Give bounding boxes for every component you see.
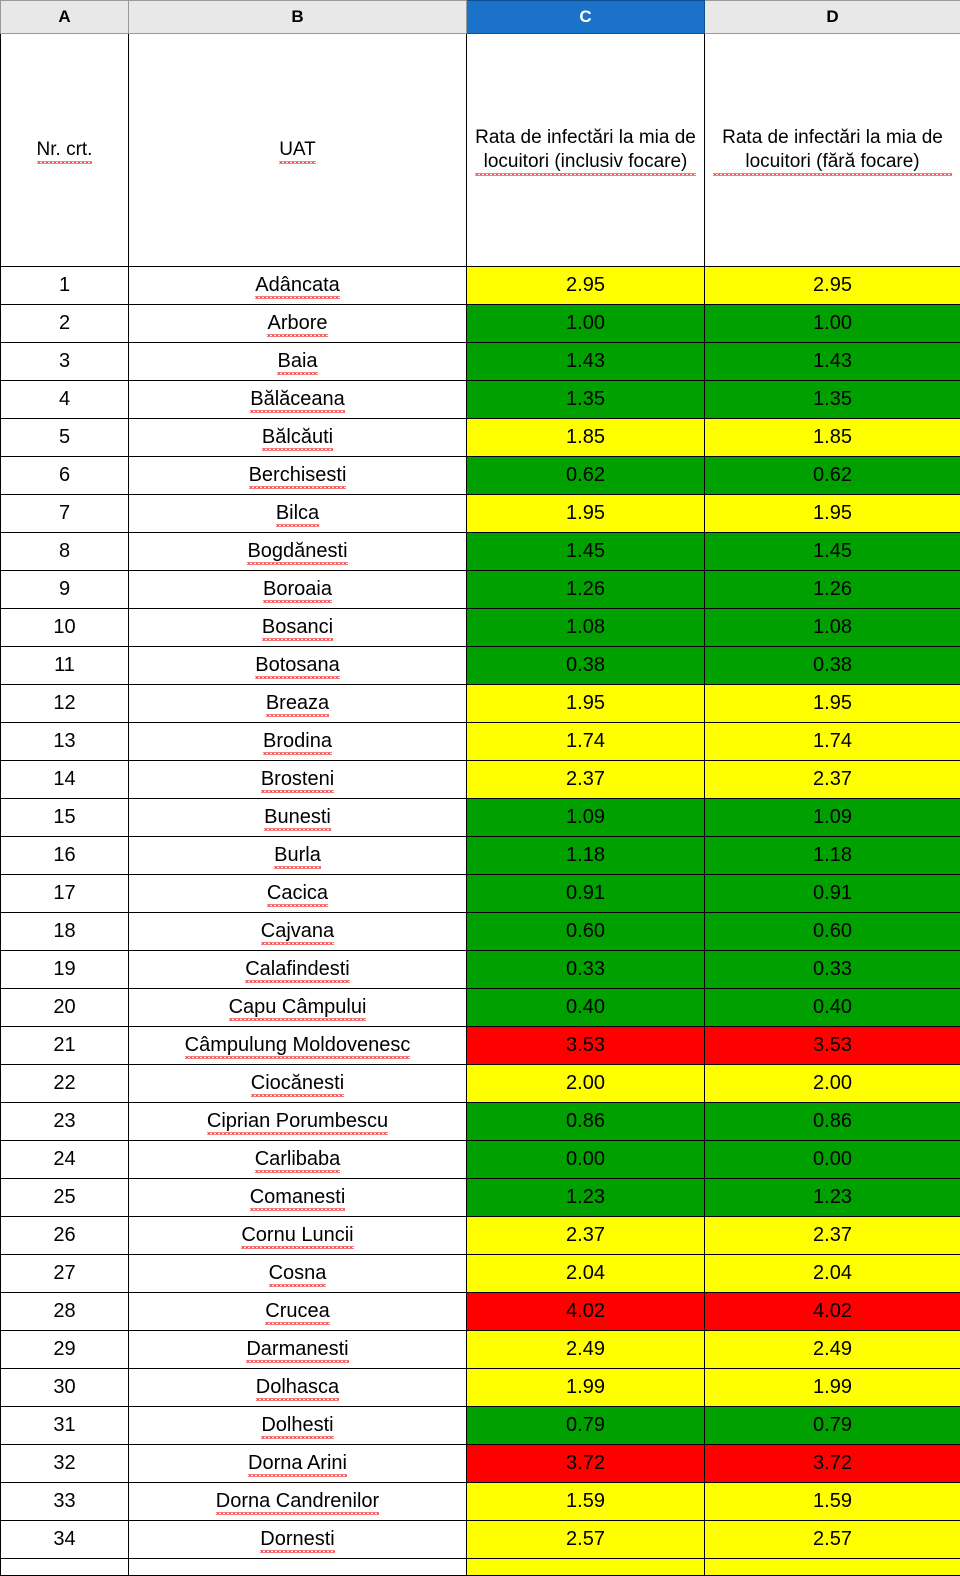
cell-rate-incl[interactable]: 1.99 [467,1369,705,1407]
cell-uat[interactable] [129,305,467,343]
cell-uat-label: Brodina [263,730,332,753]
table-row [1,419,960,457]
cell-nr[interactable]: 18 [1,913,129,951]
cell-uat[interactable] [129,723,467,761]
table-row [1,1027,960,1065]
cell-uat[interactable] [129,799,467,837]
cell-rate-incl[interactable]: 0.62 [467,457,705,495]
table-row [1,1179,960,1217]
cell-uat-label: Dornesti [260,1528,334,1551]
cell-uat-label: Bălăceana [250,388,345,411]
table-row [1,647,960,685]
cell-uat[interactable] [129,1141,467,1179]
cell-rate-incl[interactable]: 1.08 [467,609,705,647]
table-row [1,609,960,647]
cell-uat[interactable] [129,1331,467,1369]
table-row [1,1483,960,1521]
table-row [1,837,960,875]
cell-rate-incl[interactable]: 1.18 [467,837,705,875]
cell-nr[interactable]: 9 [1,571,129,609]
cell-rate-excl[interactable]: 1.45 [705,533,960,571]
cell-uat[interactable] [129,1103,467,1141]
cell-uat[interactable] [129,1293,467,1331]
cell-nr[interactable]: 27 [1,1255,129,1293]
cell-uat-label: Cosna [269,1262,327,1285]
cell-rate-excl[interactable]: 2.95 [705,267,960,305]
cell-rate-excl[interactable]: 4.02 [705,1293,960,1331]
cell-nr[interactable]: 26 [1,1217,129,1255]
cell-nr[interactable]: 12 [1,685,129,723]
cell-rate-incl[interactable]: 1.95 [467,685,705,723]
table-row [1,1331,960,1369]
cell-uat[interactable] [129,457,467,495]
cell-rate-excl[interactable]: 2.00 [705,1065,960,1103]
cell-uat-label: Comanesti [250,1186,346,1209]
table-row [1,1407,960,1445]
cell-uat[interactable] [129,1445,467,1483]
cell-rate-incl[interactable]: 2.00 [467,1065,705,1103]
table-row [1,761,960,799]
cell-rate-incl[interactable]: 2.49 [467,1331,705,1369]
cell-uat-label: Dorna Arini [248,1452,347,1475]
cell-rate-excl[interactable]: 3.53 [705,1027,960,1065]
cell-rate-excl[interactable]: 0.40 [705,989,960,1027]
header-nr-label: Nr. crt. [37,138,93,162]
cell-nr[interactable]: 34 [1,1521,129,1559]
column-header-a[interactable]: A [1,1,129,34]
cell-nr[interactable]: 5 [1,419,129,457]
cell-uat-label: Crucea [265,1300,329,1323]
cell-rate-incl[interactable]: 2.04 [467,1255,705,1293]
cell-uat-label: Calafindesti [245,958,350,981]
cell-rate-incl[interactable]: 0.86 [467,1103,705,1141]
cell-uat[interactable] [129,1407,467,1445]
cell-rate-excl[interactable]: 0.38 [705,647,960,685]
cell-rate-incl[interactable]: 2.95 [467,267,705,305]
table-row [1,951,960,989]
cell-nr[interactable]: 11 [1,647,129,685]
cell-rate-incl[interactable]: 0.40 [467,989,705,1027]
cell-uat[interactable] [129,989,467,1027]
cell-rate-incl[interactable]: 3.72 [467,1445,705,1483]
cell-nr[interactable]: 33 [1,1483,129,1521]
cell-rate-excl[interactable]: 1.35 [705,381,960,419]
cell-uat[interactable] [129,647,467,685]
cell-uat-label: Boroaia [263,578,332,601]
table-row [1,1065,960,1103]
cell-uat-label: Burla [274,844,321,867]
cell-uat[interactable] [129,761,467,799]
cell-uat[interactable] [129,913,467,951]
header-rate-incl-label: Rata de infectări la mia de locuitori (inclusiv focare) [475,126,696,174]
cell-uat-label: Bălcăuti [262,426,333,449]
table-row [1,799,960,837]
table-row [1,723,960,761]
cell-rate-incl[interactable]: 0.91 [467,875,705,913]
cell-nr[interactable]: 23 [1,1103,129,1141]
cell-uat[interactable] [129,1559,467,1576]
cell-uat[interactable] [129,343,467,381]
cell-rate-incl[interactable]: 0.33 [467,951,705,989]
cell-nr[interactable]: 32 [1,1445,129,1483]
header-rate-excl-label: Rata de infectări la mia de locuitori (fără focare) [713,126,952,174]
table-row [1,457,960,495]
table-row [1,1521,960,1559]
cell-uat[interactable] [129,419,467,457]
cell-rate-incl[interactable]: 4.02 [467,1293,705,1331]
cell-rate-incl[interactable]: 1.26 [467,571,705,609]
cell-nr[interactable]: 29 [1,1331,129,1369]
cell-uat-label: Bosanci [262,616,333,639]
cell-nr[interactable]: 1 [1,267,129,305]
table-row-partial [1,1559,960,1576]
cell-rate-excl[interactable]: 2.57 [705,1521,960,1559]
cell-nr[interactable]: 21 [1,1027,129,1065]
cell-rate-incl[interactable]: 1.23 [467,1179,705,1217]
cell-uat-label: Baia [277,350,317,373]
cell-nr[interactable]: 4 [1,381,129,419]
cell-nr[interactable]: 8 [1,533,129,571]
cell-uat-label: Berchisesti [249,464,347,487]
cell-nr[interactable]: 20 [1,989,129,1027]
cell-rate-excl[interactable]: 1.74 [705,723,960,761]
cell-rate-excl[interactable]: 2.04 [705,1255,960,1293]
cell-rate-excl[interactable]: 0.79 [705,1407,960,1445]
cell-rate-incl[interactable]: 1.74 [467,723,705,761]
cell-rate-excl[interactable]: 1.18 [705,837,960,875]
cell-uat-label: Dolhesti [261,1414,333,1437]
table-row [1,1103,960,1141]
cell-nr[interactable]: 28 [1,1293,129,1331]
table-row [1,1293,960,1331]
cell-nr[interactable]: 30 [1,1369,129,1407]
cell-nr[interactable]: 16 [1,837,129,875]
cell-nr[interactable]: 17 [1,875,129,913]
cell-uat-label: Bilca [276,502,319,525]
table-row [1,989,960,1027]
cell-uat[interactable] [129,1369,467,1407]
cell-rate-excl[interactable]: 1.59 [705,1483,960,1521]
cell-rate-incl[interactable]: 1.43 [467,343,705,381]
table-header-row [1,34,960,267]
table-row [1,875,960,913]
table-row [1,1217,960,1255]
cell-nr[interactable]: 31 [1,1407,129,1445]
cell-rate-excl[interactable]: 1.99 [705,1369,960,1407]
cell-rate-excl[interactable]: 0.91 [705,875,960,913]
table-row [1,685,960,723]
cell-uat-label: Câmpulung Moldovenesc [185,1034,411,1057]
cell-rate-incl[interactable]: 1.09 [467,799,705,837]
cell-rate-excl[interactable]: 0.86 [705,1103,960,1141]
cell-rate-incl[interactable]: 2.37 [467,1217,705,1255]
cell-uat-label: Bunesti [264,806,331,829]
cell-uat-label: Breaza [266,692,329,715]
cell-uat-label: Cacica [267,882,328,905]
cell-uat-label: Cornu Luncii [241,1224,353,1247]
table-row [1,913,960,951]
cell-uat[interactable] [129,951,467,989]
cell-rate-excl[interactable]: 1.85 [705,419,960,457]
table-row [1,495,960,533]
cell-rate-excl[interactable]: 1.08 [705,609,960,647]
cell-nr[interactable]: 7 [1,495,129,533]
table-row [1,571,960,609]
table-row [1,1369,960,1407]
table-row [1,533,960,571]
table-row [1,267,960,305]
cell-uat-label: Darmanesti [246,1338,348,1361]
column-header-c[interactable]: C [467,1,705,34]
cell-uat[interactable] [129,1255,467,1293]
cell-rate-incl[interactable]: 0.00 [467,1141,705,1179]
cell-uat[interactable] [129,1483,467,1521]
cell-uat-label: Arbore [267,312,327,335]
cell-uat[interactable] [129,533,467,571]
cell-rate-incl[interactable]: 3.53 [467,1027,705,1065]
header-cell-rate-excl[interactable] [705,34,960,267]
cell-uat[interactable] [129,571,467,609]
cell-uat-label: Carlibaba [255,1148,341,1171]
cell-uat-label: Brosteni [261,768,334,791]
cell-nr[interactable]: 2 [1,305,129,343]
cell-uat[interactable] [129,1179,467,1217]
cell-uat-label: Dorna Candrenilor [216,1490,379,1513]
cell-nr[interactable]: 22 [1,1065,129,1103]
cell-uat[interactable] [129,875,467,913]
column-header-d[interactable]: D [705,1,960,34]
header-cell-rate-incl[interactable] [467,34,705,267]
header-uat-label: UAT [279,138,316,162]
cell-rate-excl[interactable]: 1.00 [705,305,960,343]
cell-rate-excl[interactable]: 1.26 [705,571,960,609]
cell-uat-label: Dolhasca [256,1376,339,1399]
cell-rate-excl[interactable]: 1.95 [705,495,960,533]
table-row [1,1141,960,1179]
cell-nr[interactable]: 19 [1,951,129,989]
cell-uat[interactable] [129,837,467,875]
cell-uat-label: Bogdănesti [247,540,347,563]
cell-rate-excl[interactable]: 0.62 [705,457,960,495]
cell-rate-excl[interactable]: 1.23 [705,1179,960,1217]
cell-nr[interactable]: 25 [1,1179,129,1217]
cell-uat[interactable] [129,495,467,533]
cell-nr[interactable]: 3 [1,343,129,381]
cell-rate-incl[interactable]: 1.45 [467,533,705,571]
cell-rate-excl[interactable] [705,1559,960,1576]
cell-rate-incl[interactable]: 1.35 [467,381,705,419]
cell-uat[interactable] [129,381,467,419]
cell-rate-excl[interactable]: 0.33 [705,951,960,989]
cell-uat[interactable] [129,685,467,723]
cell-nr[interactable]: 10 [1,609,129,647]
cell-uat-label: Ciocănesti [251,1072,344,1095]
cell-nr[interactable] [1,1559,129,1576]
cell-uat[interactable] [129,1065,467,1103]
cell-rate-excl[interactable]: 1.95 [705,685,960,723]
cell-rate-incl[interactable]: 0.38 [467,647,705,685]
column-header-b[interactable]: B [129,1,467,34]
cell-rate-incl[interactable] [467,1559,705,1576]
table-row [1,381,960,419]
cell-rate-excl[interactable]: 2.37 [705,761,960,799]
table-row [1,305,960,343]
table-row [1,1255,960,1293]
cell-rate-excl[interactable]: 1.09 [705,799,960,837]
cell-rate-incl[interactable]: 1.95 [467,495,705,533]
cell-uat[interactable] [129,609,467,647]
cell-rate-incl[interactable]: 1.59 [467,1483,705,1521]
cell-rate-excl[interactable]: 1.43 [705,343,960,381]
cell-uat-label: Ciprian Porumbescu [207,1110,388,1133]
cell-uat[interactable] [129,1521,467,1559]
cell-uat-label: Cajvana [261,920,334,943]
table-row [1,343,960,381]
cell-rate-excl[interactable]: 3.72 [705,1445,960,1483]
cell-nr[interactable]: 6 [1,457,129,495]
cell-uat-label: Adâncata [255,274,340,297]
cell-rate-incl[interactable]: 2.57 [467,1521,705,1559]
cell-rate-excl[interactable]: 2.49 [705,1331,960,1369]
cell-rate-incl[interactable]: 1.00 [467,305,705,343]
cell-rate-incl[interactable]: 2.37 [467,761,705,799]
cell-uat[interactable] [129,1217,467,1255]
header-cell-nr[interactable] [1,34,129,267]
cell-uat[interactable] [129,267,467,305]
header-cell-uat[interactable] [129,34,467,267]
column-header-row [1,1,960,34]
cell-nr[interactable]: 13 [1,723,129,761]
cell-rate-excl[interactable]: 0.00 [705,1141,960,1179]
table-row [1,1445,960,1483]
cell-rate-excl[interactable]: 0.60 [705,913,960,951]
cell-rate-excl[interactable]: 2.37 [705,1217,960,1255]
cell-rate-incl[interactable]: 0.79 [467,1407,705,1445]
cell-uat[interactable] [129,1027,467,1065]
cell-rate-incl[interactable]: 0.60 [467,913,705,951]
cell-nr[interactable]: 15 [1,799,129,837]
cell-uat-label: Botosana [255,654,340,677]
cell-uat-label: Capu Câmpului [229,996,367,1019]
cell-nr[interactable]: 24 [1,1141,129,1179]
cell-nr[interactable]: 14 [1,761,129,799]
cell-rate-incl[interactable]: 1.85 [467,419,705,457]
